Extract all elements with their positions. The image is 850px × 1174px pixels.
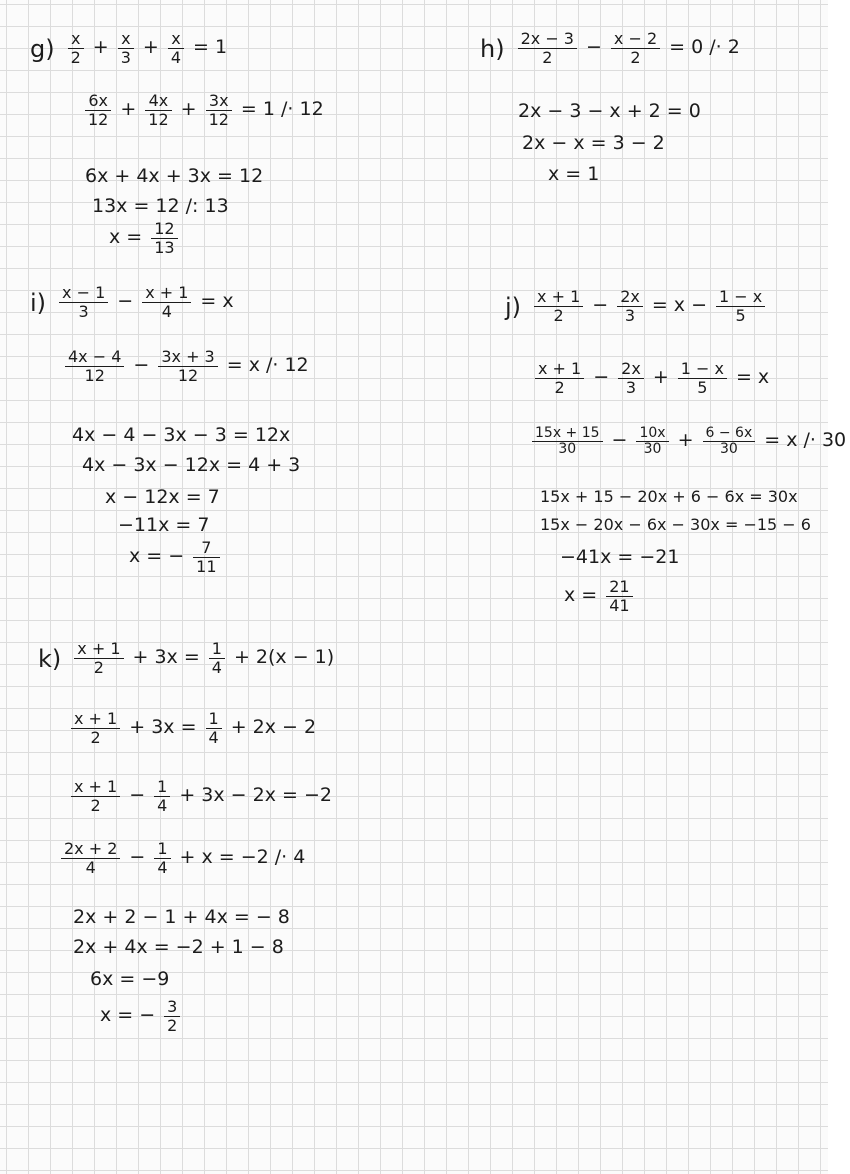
- numerator: 4x: [148, 91, 169, 110]
- equation-line: 2x − 3 − x + 2 = 0: [518, 100, 701, 122]
- numerator: 1: [157, 777, 168, 796]
- equation-line: 2x − x = 3 − 2: [522, 132, 665, 154]
- equation-line: [105, 220, 183, 257]
- operator-text: −: [133, 354, 150, 376]
- numerator: x: [171, 29, 181, 48]
- fraction: [703, 426, 756, 457]
- denominator: 12: [84, 366, 105, 385]
- fraction: [65, 348, 124, 385]
- operator-text: = 1: [193, 36, 228, 58]
- fraction: [618, 360, 644, 397]
- numerator: x: [121, 29, 131, 48]
- denominator: 2: [630, 48, 641, 67]
- equation-line: 2x + 2 − 1 + 4x = − 8: [73, 906, 290, 928]
- numerator: 2x: [620, 287, 640, 306]
- numerator: 15x + 15: [535, 425, 600, 441]
- operator-text: = x: [735, 366, 770, 388]
- fraction: [68, 30, 84, 67]
- fraction: [606, 578, 632, 615]
- numerator: 1 − x: [719, 287, 763, 306]
- denominator: 2: [167, 1016, 178, 1035]
- operator-text: = 0 /· 2: [669, 36, 740, 58]
- fraction: [716, 288, 765, 325]
- fraction: [193, 539, 219, 576]
- equation-line: x − 12x = 7: [105, 486, 220, 508]
- numerator: 1 − x: [680, 359, 724, 378]
- equation-line: [80, 92, 328, 129]
- numerator: 3: [167, 997, 178, 1016]
- denominator: 3: [625, 378, 637, 397]
- numerator: 1: [208, 709, 219, 728]
- denominator: 30: [719, 441, 738, 457]
- equation-line: x = 1: [548, 163, 600, 185]
- operator-text: x = −: [100, 1004, 156, 1026]
- operator-text: + 3x =: [132, 646, 200, 668]
- numerator: 10x: [639, 425, 666, 441]
- equation-line: [63, 30, 231, 67]
- denominator: 2: [90, 728, 101, 747]
- fraction: [71, 710, 120, 747]
- equation-line: 15x − 20x − 6x − 30x = −15 − 6: [540, 515, 811, 534]
- fraction: [74, 640, 123, 677]
- equation-line: −41x = −21: [560, 546, 680, 568]
- denominator: 4: [208, 728, 219, 747]
- operator-text: +: [142, 36, 159, 58]
- operator-text: + 3x − 2x = −2: [179, 784, 332, 806]
- operator-text: +: [652, 366, 669, 388]
- operator-text: x =: [564, 584, 598, 606]
- numerator: 3x: [208, 91, 229, 110]
- equation-line: [529, 288, 770, 325]
- denominator: 13: [154, 238, 175, 257]
- fraction: [164, 998, 180, 1035]
- fraction: [206, 92, 232, 129]
- equation-line: 4x − 3x − 12x = 4 + 3: [82, 454, 301, 476]
- numerator: 7: [201, 538, 212, 557]
- numerator: x + 1: [538, 359, 582, 378]
- denominator: 5: [735, 306, 746, 325]
- operator-text: −: [593, 366, 610, 388]
- numerator: 6 − 6x: [705, 425, 753, 441]
- numerator: 6x: [88, 91, 108, 110]
- denominator: 3: [120, 48, 131, 67]
- numerator: x + 1: [74, 777, 118, 796]
- operator-text: +: [92, 36, 109, 58]
- denominator: 4: [170, 48, 182, 67]
- fraction: [534, 288, 583, 325]
- fraction: [678, 360, 727, 397]
- equation-line: 15x + 15 − 20x + 6 − 6x = 30x: [540, 487, 798, 506]
- equation-line: 13x = 12 /: 13: [92, 195, 229, 217]
- equation-line: [530, 360, 773, 397]
- denominator: 4: [157, 858, 168, 877]
- denominator: 2: [90, 796, 101, 815]
- exercise-label: i): [30, 288, 47, 317]
- equation-line: [66, 778, 336, 815]
- operator-text: +: [120, 98, 137, 120]
- exercise-label: h): [480, 34, 505, 63]
- operator-text: = 1 /· 12: [240, 98, 324, 120]
- equation-line: [513, 30, 744, 67]
- fraction: [71, 778, 120, 815]
- operator-text: = x /· 12: [226, 354, 309, 376]
- denominator: 3: [624, 306, 636, 325]
- numerator: x − 1: [62, 283, 106, 302]
- numerator: 1: [211, 639, 222, 658]
- exercise-label: k): [38, 644, 62, 673]
- denominator: 12: [148, 110, 169, 129]
- exercise-label: g): [30, 34, 55, 63]
- denominator: 3: [78, 302, 89, 321]
- fraction: [154, 840, 170, 877]
- fraction: [532, 426, 603, 457]
- denominator: 4: [211, 658, 222, 677]
- numerator: 3x + 3: [161, 347, 215, 366]
- operator-text: + 2x − 2: [230, 716, 317, 738]
- operator-text: −: [117, 290, 134, 312]
- operator-text: −: [129, 784, 146, 806]
- equation-line: 6x = −9: [90, 968, 170, 990]
- fraction: [61, 840, 120, 877]
- denominator: 4: [85, 858, 96, 877]
- denominator: 5: [697, 378, 708, 397]
- numerator: 21: [609, 577, 630, 596]
- denominator: 2: [70, 48, 81, 67]
- operator-text: −: [129, 846, 146, 868]
- numerator: 12: [154, 219, 175, 238]
- fraction: [158, 348, 217, 385]
- equation-line: [125, 539, 225, 576]
- numerator: 2x: [621, 359, 641, 378]
- numerator: x − 2: [613, 29, 658, 48]
- fraction: [168, 30, 184, 67]
- denominator: 30: [558, 441, 577, 457]
- operator-text: +: [180, 98, 197, 120]
- denominator: 2: [553, 306, 564, 325]
- fraction: [118, 30, 134, 67]
- numerator: 1: [157, 839, 168, 858]
- equation-line: [560, 578, 638, 615]
- equation-line: [60, 348, 313, 385]
- numerator: 2x + 2: [64, 839, 118, 858]
- fraction: [145, 92, 171, 129]
- numerator: x: [70, 29, 81, 48]
- fraction: [154, 778, 170, 815]
- operator-text: +: [677, 429, 694, 451]
- exercise-label: j): [505, 292, 522, 321]
- denominator: 4: [161, 302, 172, 321]
- denominator: 30: [643, 441, 662, 457]
- fraction: [518, 30, 577, 67]
- fraction: [617, 288, 643, 325]
- denominator: 2: [93, 658, 104, 677]
- equation-line: [96, 998, 185, 1035]
- equation-line: 2x + 4x = −2 + 1 − 8: [73, 936, 284, 958]
- numerator: x + 1: [537, 287, 581, 306]
- equation-line: 6x + 4x + 3x = 12: [85, 165, 264, 187]
- fraction: [535, 360, 584, 397]
- denominator: 2: [554, 378, 565, 397]
- denominator: 12: [177, 366, 199, 385]
- operator-text: + x = −2 /· 4: [179, 846, 306, 868]
- operator-text: −: [611, 429, 628, 451]
- operator-text: x = −: [129, 545, 185, 567]
- equation-line: [527, 426, 850, 457]
- equation-line: [54, 284, 238, 321]
- fraction: [151, 220, 177, 257]
- operator-text: + 3x =: [129, 716, 197, 738]
- fraction: [85, 92, 111, 129]
- denominator: 41: [609, 596, 630, 615]
- operator-text: = x /· 30: [764, 429, 847, 451]
- numerator: x + 1: [77, 639, 121, 658]
- operator-text: −: [592, 294, 609, 316]
- operator-text: + 2(x − 1): [233, 646, 335, 668]
- fraction: [209, 640, 225, 677]
- numerator: x + 1: [74, 709, 118, 728]
- fraction: [142, 284, 191, 321]
- operator-text: −: [585, 36, 602, 58]
- denominator: 12: [88, 110, 109, 129]
- equation-line: 4x − 4 − 3x − 3 = 12x: [72, 424, 291, 446]
- fraction: [206, 710, 222, 747]
- fraction: [611, 30, 660, 67]
- equation-line: [69, 640, 338, 677]
- equation-line: [56, 840, 309, 877]
- numerator: 2x − 3: [520, 29, 574, 48]
- equation-line: −11x = 7: [118, 514, 210, 536]
- numerator: 4x − 4: [68, 347, 122, 366]
- fraction: [59, 284, 108, 321]
- denominator: 11: [196, 557, 217, 576]
- numerator: x + 1: [145, 283, 189, 302]
- equation-line: [66, 710, 320, 747]
- fraction: [636, 426, 668, 457]
- operator-text: = x: [200, 290, 234, 312]
- operator-text: = x −: [651, 294, 708, 316]
- operator-text: x =: [109, 226, 143, 248]
- denominator: 2: [542, 48, 553, 67]
- denominator: 12: [208, 110, 229, 129]
- denominator: 4: [157, 796, 168, 815]
